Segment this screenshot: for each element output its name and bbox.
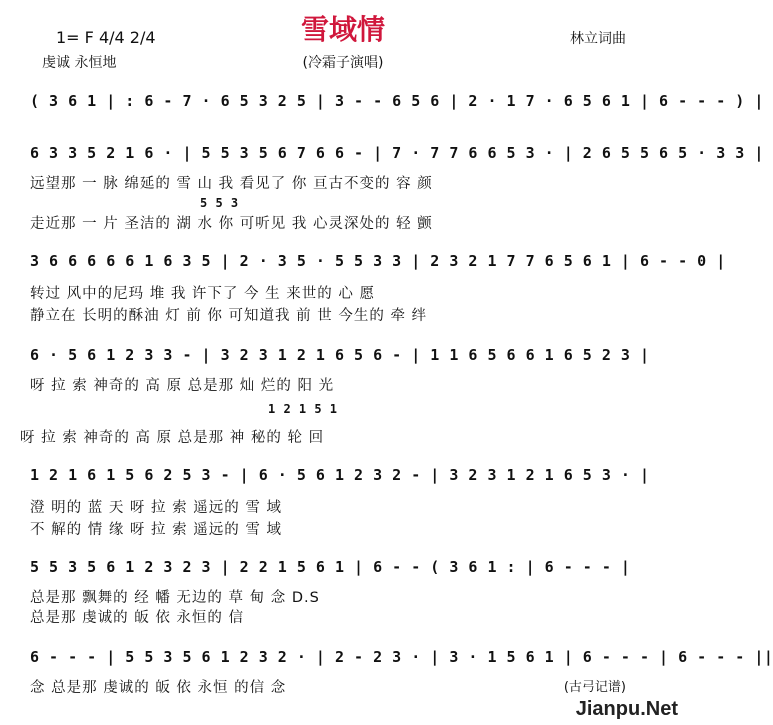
- score-row-1-notes: ( 3 6 1 | : 6 - 7 · 6 5 3 2 5 | 3 - - 6 5 6 | 2 · 1 7 · 6 5 6 1 | 6 - - - ) |: [30, 92, 764, 110]
- composer-credit: 林立词曲: [570, 31, 626, 47]
- score-row-3-lyric-2: 静立在 长明的酥油 灯 前 你 可知道我 前 世 今生的 牵 绊: [30, 308, 428, 324]
- score-row-4-lyric-1: 呀 拉 索 神奇的 高 原 总是那 灿 烂的 阳 光: [30, 378, 335, 394]
- score-row-4-notes: 6 · 5 6 1 2 3 3 - | 3 2 3 1 2 1 6 5 6 - | 1 1 6 5 6 6 1 6 5 2 3 |: [30, 346, 650, 364]
- score-row-5-notes: 1 2 1 6 1 5 6 2 5 3 - | 6 · 5 6 1 2 3 2 - | 3 2 3 1 2 1 6 5 3 · |: [30, 466, 650, 484]
- score-row-7-notes: 6 - - - | 5 5 3 5 6 1 2 3 2 · | 2 - 2 3 · | 3 · 1 5 6 1 | 6 - - - | 6 - - - ||: [30, 648, 773, 666]
- score-row-4-extra: 1 2 1 5 1: [268, 402, 338, 416]
- score-row-2-lyric-2: 走近那 一 片 圣洁的 湖 水 你 可听见 我 心灵深处的 轻 颤: [30, 216, 433, 232]
- score-row-2-lyric-1: 远望那 一 脉 绵延的 雪 山 我 看见了 你 亘古不变的 容 颜: [30, 176, 433, 192]
- score-row-4-lyric-2: 呀 拉 索 神奇的 高 原 总是那 神 秘的 轮 回: [20, 430, 325, 446]
- key-signature: 1= F 4/4 2/4: [56, 28, 156, 47]
- site-watermark: Jianpu.Net: [575, 698, 678, 720]
- score-row-2-extra: 5 5 3: [200, 196, 239, 210]
- tempo-marking: 虔诚 永恒地: [42, 55, 117, 71]
- score-row-6-lyric-1: 总是那 飘舞的 经 幡 无边的 草 甸 念 D.S: [30, 590, 320, 606]
- score-row-5-lyric-2: 不 解的 情 缘 呀 拉 索 遥远的 雪 域: [30, 522, 282, 538]
- performer-subtitle: (冷霜子演唱): [302, 55, 384, 71]
- score-row-7-lyric-1: 念 总是那 虔诚的 皈 依 永恒 的信 念: [30, 680, 287, 696]
- score-row-6-notes: 5 5 3 5 6 1 2 3 2 3 | 2 2 1 5 6 1 | 6 - - ( 3 6 1 : | 6 - - - |: [30, 558, 631, 576]
- score-row-2-notes: 6 3 3 5 2 1 6 · | 5 5 3 5 6 7 6 6 - | 7 · 7 7 6 6 5 3 · | 2 6 5 5 6 5 · 3 3 |: [30, 144, 764, 162]
- transcriber-credit: (古弓记谱): [563, 680, 626, 695]
- score-row-6-lyric-2: 总是那 虔诚的 皈 依 永恒的 信: [30, 610, 245, 626]
- score-row-3-notes: 3 6 6 6 6 6 1 6 3 5 | 2 · 3 5 · 5 5 3 3 | 2 3 2 1 7 7 6 5 6 1 | 6 - - 0 |: [30, 252, 726, 270]
- score-row-5-lyric-1: 澄 明的 蓝 天 呀 拉 索 遥远的 雪 域: [30, 500, 282, 516]
- score-row-3-lyric-1: 转过 风中的尼玛 堆 我 许下了 今 生 来世的 心 愿: [30, 286, 375, 302]
- song-title: 雪域情: [300, 13, 385, 46]
